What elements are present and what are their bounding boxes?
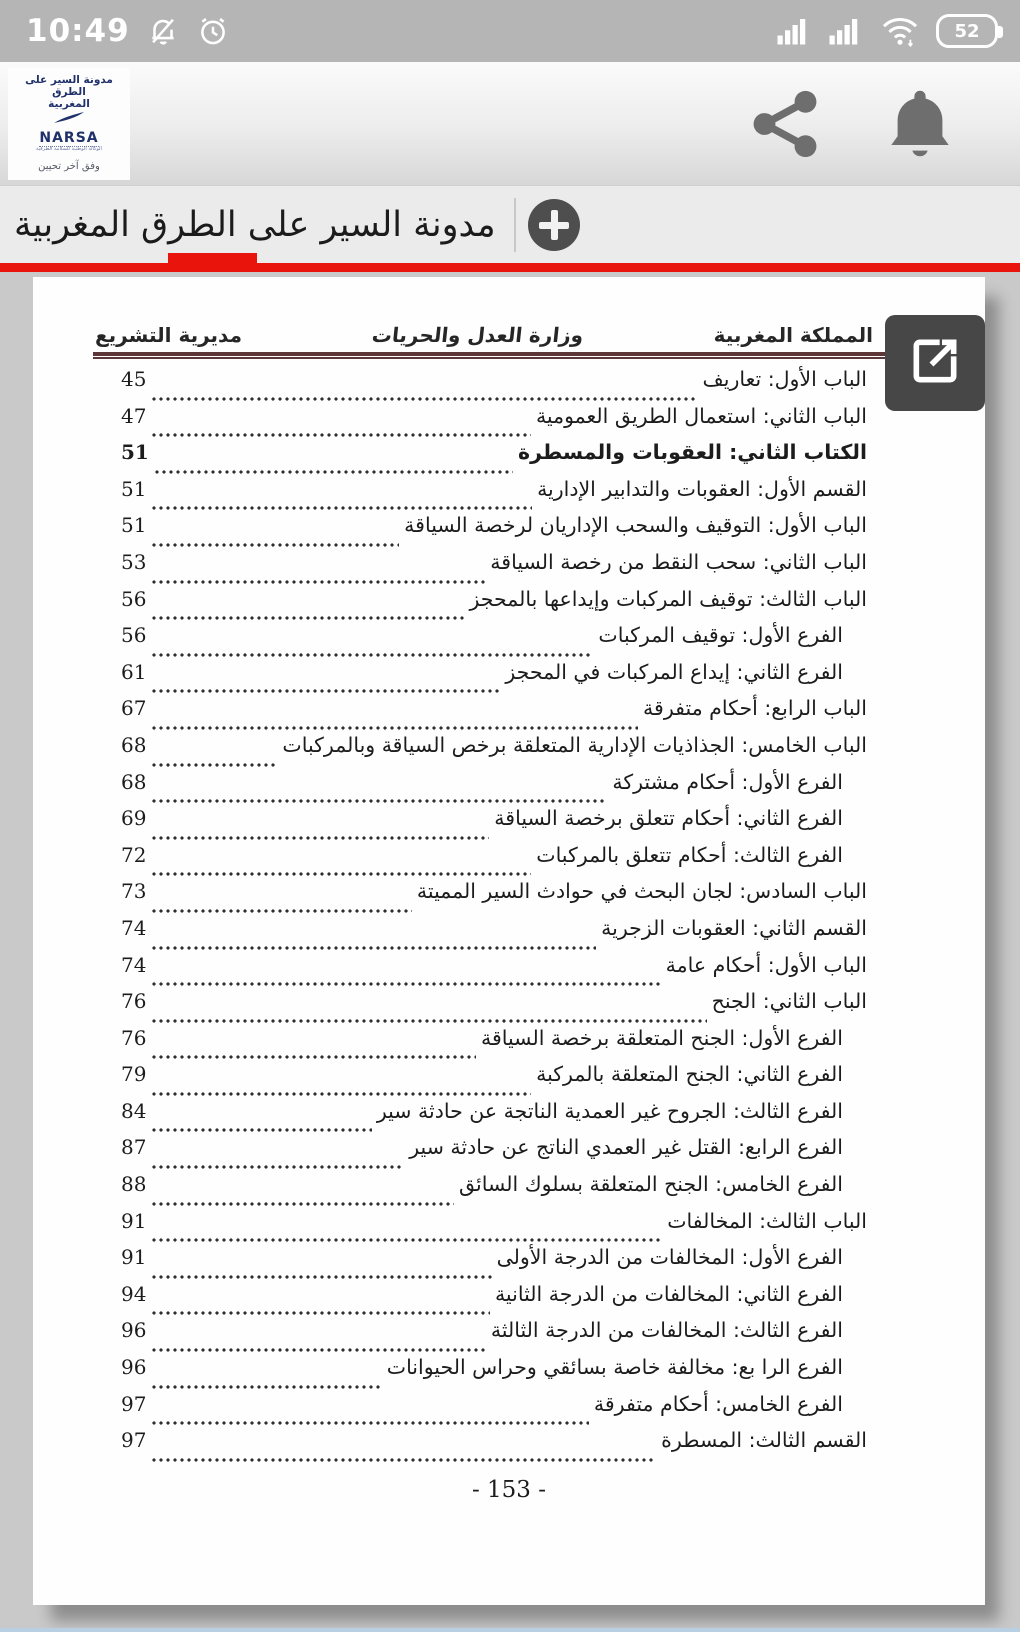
toc-entry-label: الباب الثالث: توقيف المركبات وإيداعها بالمحجز (469, 586, 867, 611)
document-header-center: وزارة العدل والحريات (370, 323, 585, 347)
toc-entry-label: الفرع الأول: توقيف المركبات (598, 623, 843, 648)
toc-dot-leader (151, 686, 500, 696)
tab-indicator (168, 253, 257, 272)
toc-row (121, 989, 867, 1026)
toc-dot-leader (151, 1272, 491, 1282)
toc-entry-label: الفرع الرا بع: مخالفة خاصة بسائقي وحراس الحيوانات (386, 1355, 843, 1380)
accent-line (0, 263, 1020, 272)
toc-entry-label: الباب الثاني: الجنح (711, 989, 867, 1014)
notifications-bell-button[interactable] (878, 82, 962, 166)
toc-entry-label: الباب الأول: أحكام عامة (665, 952, 867, 977)
toc-dot-leader (151, 394, 697, 404)
toc-entry-label: القسم الأول: العقوبات والتدابير الإدارية (537, 476, 867, 501)
toc-dot-leader (151, 1125, 371, 1135)
toc-entry-page: 97 (121, 1428, 147, 1453)
toc-entry-page: 61 (121, 659, 147, 684)
app-logo-brand: NARSA (39, 129, 99, 146)
title-bar (0, 186, 1020, 263)
toc-entry-label: الفرع الثالث: أحكام تتعلق بالمركبات (536, 842, 843, 867)
toc-entry-page: 88 (121, 1172, 147, 1197)
toc-entry-label: الفرع الثاني: الجنح المتعلقة بالمركبة (536, 1062, 843, 1087)
toc-entry-page: 76 (121, 1025, 147, 1050)
toc-row (121, 1392, 867, 1429)
toc-entry-page: 51 (121, 476, 147, 501)
toc-row (121, 843, 867, 880)
toc-entry-page: 56 (121, 586, 147, 611)
toc-entry-page: 47 (121, 403, 147, 428)
toc-row (121, 1062, 867, 1099)
toc-dot-leader (151, 1235, 662, 1245)
toc-row (121, 770, 867, 807)
toc-row (121, 550, 867, 587)
feather-icon (52, 111, 86, 129)
bell-muted-icon (146, 14, 180, 48)
toc-dot-leader (151, 1418, 588, 1428)
toc-entry-page: 73 (121, 879, 147, 904)
toc-entry-label: الباب الثاني: استعمال الطريق العمومية (535, 403, 867, 428)
toc-entry-label: الفرع الخامس: الجنح المتعلقة بسلوك السائق (458, 1172, 843, 1197)
toc-entry-page: 45 (121, 367, 147, 391)
toc-row (121, 1209, 867, 1246)
app-logo-subtext: الوكالة الوطنية للسلامة الطرقية (36, 145, 102, 152)
toc-entry-label: الكتاب الثاني: العقوبات والمسطرة (518, 440, 867, 465)
document-viewport[interactable] (0, 272, 1020, 1632)
toc-list (121, 367, 867, 1465)
toc-dot-leader (151, 1199, 454, 1209)
document-header-rule (93, 352, 885, 359)
toc-entry-page: 79 (121, 1062, 147, 1087)
toc-entry-label: الفرع الثاني: المخالفات من الدرجة الثانية (494, 1281, 843, 1306)
document-header-right: المملكة المغربية (713, 323, 873, 347)
app-logo-title-line1: مدونة السير على الطرق (25, 74, 113, 99)
share-button[interactable] (744, 83, 826, 165)
title-divider (514, 198, 516, 252)
toc-entry-page: 51 (121, 440, 149, 465)
toc-entry-page: 87 (121, 1135, 147, 1160)
pdf-page (33, 277, 985, 1605)
toc-row (121, 696, 867, 733)
toc-entry-page: 53 (121, 549, 147, 574)
toc-entry-page: 72 (121, 842, 147, 867)
toc-dot-leader (151, 760, 277, 770)
toc-entry-label: الفرع الثاني: إيداع المركبات في المحجز (505, 659, 843, 684)
toc-entry-label: القسم الثاني: العقوبات الزجرية (601, 915, 867, 940)
toc-row (121, 916, 867, 953)
toc-entry-label: الفرع الثالث: الجروح غير العمدية الناتجة عن حادثة سير (376, 1098, 843, 1123)
toc-entry-label: الباب الأول: التوقيف والسحب الإداريان لرخصة السياقة (404, 513, 867, 538)
toc-entry-page: 91 (121, 1208, 147, 1233)
toc-row (121, 1282, 867, 1319)
clock-time: 10:49 (26, 13, 130, 49)
toc-dot-leader (151, 1016, 706, 1026)
wifi-icon (880, 15, 920, 47)
toc-entry-label: الفرع الأول: الجنح المتعلقة برخصة السياقة (480, 1025, 843, 1050)
toc-row (121, 953, 867, 990)
accent-zone (0, 263, 1020, 272)
document-header-left: مديرية التشريع (95, 323, 242, 347)
toc-dot-leader (151, 1089, 531, 1099)
toc-dot-leader (151, 1308, 489, 1318)
toc-entry-page: 69 (121, 806, 147, 831)
toc-dot-leader (151, 613, 464, 623)
toc-dot-leader (151, 503, 532, 513)
toc-entry-label: الباب الأول: تعاريف (702, 367, 867, 391)
toc-row (121, 1135, 867, 1172)
add-button[interactable] (528, 199, 580, 251)
toc-row (121, 660, 867, 697)
toc-entry-page: 56 (121, 623, 147, 648)
toc-row (121, 367, 867, 404)
cellular-signal-icon (776, 16, 812, 46)
toc-row (121, 1026, 867, 1063)
open-external-button[interactable] (885, 315, 985, 411)
app-logo-title-line2: المغربية (48, 98, 90, 111)
toc-row (121, 513, 867, 550)
toc-entry-label: الفرع الأول: أحكام مشتركة (612, 769, 843, 794)
toc-dot-leader (151, 906, 411, 916)
battery-icon (936, 14, 998, 48)
toc-dot-leader (151, 1345, 485, 1355)
open-in-new-icon (907, 333, 963, 393)
toc-dot-leader (151, 650, 593, 660)
toc-entry-page: 67 (121, 696, 147, 721)
toc-row (121, 1355, 867, 1392)
toc-entry-label: الفرع الخامس: أحكام متفرقة (593, 1391, 843, 1416)
toc-entry-page: 51 (121, 513, 147, 538)
page-number: - 153 - (471, 1476, 547, 1503)
app-logo (8, 68, 130, 180)
toc-entry-label: الفرع الرابع: القتل غير العمدي الناتج عن حادثة سير (409, 1135, 843, 1160)
toc-row (121, 623, 867, 660)
toc-row (121, 733, 867, 770)
toc-entry-label: الفرع الثاني: أحكام تتعلق برخصة السياقة (494, 806, 843, 831)
toc-entry-label: الباب الثاني: سحب النقط من رخصة السياقة (490, 549, 867, 574)
toc-dot-leader (151, 540, 399, 550)
toc-entry-page: 96 (121, 1318, 147, 1343)
toc-dot-leader (151, 1382, 381, 1392)
toc-entry-label: الباب الثالث: المخالفات (667, 1208, 867, 1233)
toc-entry-page: 68 (121, 769, 147, 794)
toc-row (121, 404, 867, 441)
toc-row (121, 1245, 867, 1282)
toc-entry-page: 94 (121, 1281, 147, 1306)
toc-row (121, 587, 867, 624)
toc-entry-label: الفرع الثالث: المخالفات من الدرجة الثالثة (490, 1318, 843, 1343)
toc-dot-leader (151, 943, 596, 953)
toc-row (121, 1172, 867, 1209)
toc-dot-leader (151, 869, 531, 879)
toc-entry-label: الباب السادس: لجان البحث في حوادث السير المميتة (416, 879, 867, 904)
toc-entry-label: الباب الرابع: أحكام متفرقة (643, 696, 867, 721)
toc-dot-leader (151, 723, 638, 733)
toc-entry-label: القسم الثالث: المسطرة (661, 1428, 867, 1453)
toc-entry-page: 76 (121, 989, 147, 1014)
cellular-signal-icon (828, 16, 864, 46)
toc-dot-leader (151, 979, 660, 989)
app-banner (0, 62, 1020, 186)
toc-entry-page: 84 (121, 1098, 147, 1123)
document-header (95, 323, 873, 347)
toc-entry-page: 96 (121, 1355, 147, 1380)
toc-entry-page: 91 (121, 1245, 147, 1270)
toc-row (121, 477, 867, 514)
toc-row (121, 806, 867, 843)
page-title: مدونة السير على الطرق المغربية (14, 204, 496, 245)
toc-row (121, 1428, 867, 1465)
toc-entry-page: 97 (121, 1391, 147, 1416)
alarm-clock-icon (196, 14, 230, 48)
toc-row (121, 440, 867, 477)
toc-entry-label: الفرع الأول: المخالفات من الدرجة الأولى (496, 1245, 843, 1270)
toc-dot-leader (151, 833, 489, 843)
toc-dot-leader (154, 467, 513, 477)
toc-row (121, 879, 867, 916)
toc-dot-leader (151, 1162, 404, 1172)
toc-dot-leader (151, 1455, 656, 1465)
toc-entry-page: 74 (121, 915, 147, 940)
toc-dot-leader (151, 796, 607, 806)
battery-level: 52 (954, 20, 980, 42)
toc-dot-leader (151, 430, 530, 440)
toc-entry-page: 68 (121, 732, 147, 757)
toc-dot-leader (151, 577, 485, 587)
toc-row (121, 1099, 867, 1136)
bottom-edge-line (0, 1628, 1020, 1632)
toc-row (121, 1318, 867, 1355)
toc-entry-label: الباب الخامس: الجذاذيات الإدارية المتعلقة برخص السياقة وبالمركبات (282, 732, 867, 757)
status-bar (0, 0, 1020, 62)
app-logo-tagline: وفق آخر تحيين (38, 161, 100, 173)
toc-dot-leader (151, 1052, 476, 1062)
toc-entry-page: 74 (121, 952, 147, 977)
